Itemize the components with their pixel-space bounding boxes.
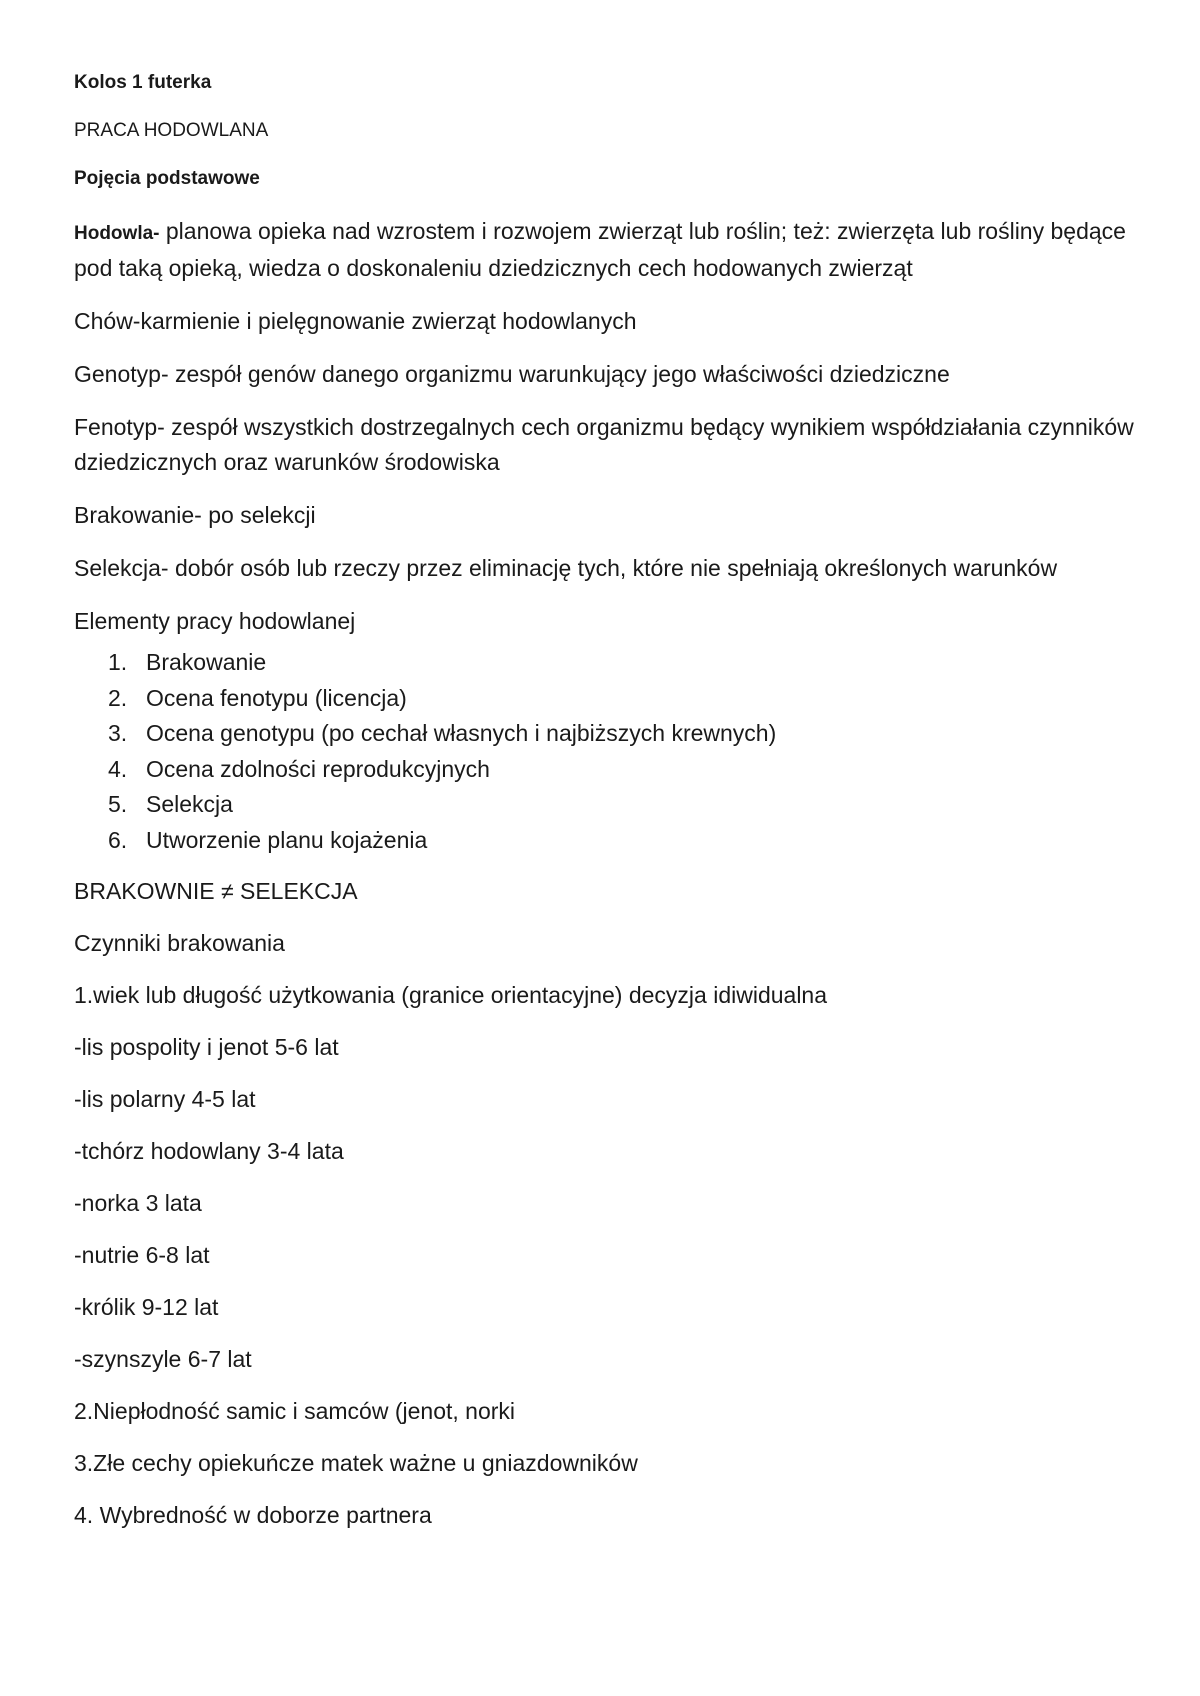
definition-selekcja: Selekcja- dobór osób lub rzeczy przez eliminację tych, które nie spełniają określonych warunków: [74, 555, 1058, 581]
definition-hodowla-text: planowa opieka nad wzrostem i rozwojem zwierząt lub roślin; też: zwierzęta lub rośliny będące pod taką opieką, wiedza o doskonaleniu dziedzicznych cech hodowanych zwierząt: [74, 218, 1126, 281]
list-item-number: 5.: [108, 791, 128, 817]
factor-3: 3.Złe cechy opiekuńcze matek ważne u gniazdowników: [74, 1450, 638, 1476]
document-title: Kolos 1 futerka: [74, 72, 212, 93]
definition-chow: Chów-karmienie i pielęgnowanie zwierząt hodowlanych: [74, 308, 637, 334]
list-item-text: Ocena zdolności reprodukcyjnych: [146, 755, 490, 782]
age-line: -szynszyle 6-7 lat: [74, 1346, 252, 1372]
list-item: [108, 681, 1134, 717]
age-line: -lis polarny 4-5 lat: [74, 1086, 256, 1112]
definition-brakowanie: Brakowanie- po selekcji: [74, 502, 316, 528]
list-item: [108, 823, 1134, 859]
factor-4: 4. Wybredność w doborze partnera: [74, 1502, 432, 1528]
neq-line: BRAKOWNIE ≠ SELEKCJA: [74, 878, 358, 904]
list-item-number: 4.: [108, 755, 128, 782]
definition-hodowla: [74, 214, 1134, 286]
elements-list: [74, 645, 1134, 858]
list-item-number: 2.: [108, 684, 128, 711]
definition-genotyp: Genotyp- zespół genów danego organizmu warunkujący jego właściwości dziedziczne: [74, 361, 950, 387]
subsection-heading: Pojęcia podstawowe: [74, 168, 260, 189]
list-item-text: Ocena fenotypu (licencja): [146, 684, 407, 711]
age-line: -królik 9-12 lat: [74, 1294, 219, 1320]
age-line: -nutrie 6-8 lat: [74, 1242, 210, 1268]
definition-fenotyp: Fenotyp- zespół wszystkich dostrzegalnych cech organizmu będący wynikiem współdziałania czynników dziedzicznych oraz warunków środowiska: [74, 414, 1134, 475]
term-hodowla: Hodowla-: [74, 223, 160, 244]
section-heading: PRACA HODOWLANA: [74, 120, 269, 141]
list-item: [108, 787, 1134, 823]
document-body: [74, 70, 1134, 1550]
age-line: -tchórz hodowlany 3-4 lata: [74, 1138, 344, 1164]
list-item-number: 3.: [108, 720, 128, 746]
factors-section: [74, 874, 1134, 1533]
age-line: -norka 3 lata: [74, 1190, 202, 1216]
list-item: [108, 645, 1134, 681]
factor-2: 2.Niepłodność samic i samców (jenot, norki: [74, 1398, 516, 1424]
age-line: -lis pospolity i jenot 5-6 lat: [74, 1034, 339, 1060]
list-item-text: Ocena genotypu (po cechał własnych i najbiższych krewnych): [146, 720, 777, 746]
list-item-text: Selekcja: [146, 791, 233, 817]
list-item: [108, 752, 1134, 788]
list-item-text: Utworzenie planu kojażenia: [146, 826, 428, 853]
factor-1: 1.wiek lub długość użytkowania (granice orientacyjne) decyzja idiwidualna: [74, 982, 828, 1008]
list-item: [108, 716, 1134, 752]
list-item-text: Brakowanie: [146, 649, 267, 675]
list-item-number: 1.: [108, 649, 128, 675]
elements-heading: Elementy pracy hodowlanej: [74, 608, 356, 634]
factors-heading: Czynniki brakowania: [74, 930, 285, 956]
list-item-number: 6.: [108, 826, 128, 853]
